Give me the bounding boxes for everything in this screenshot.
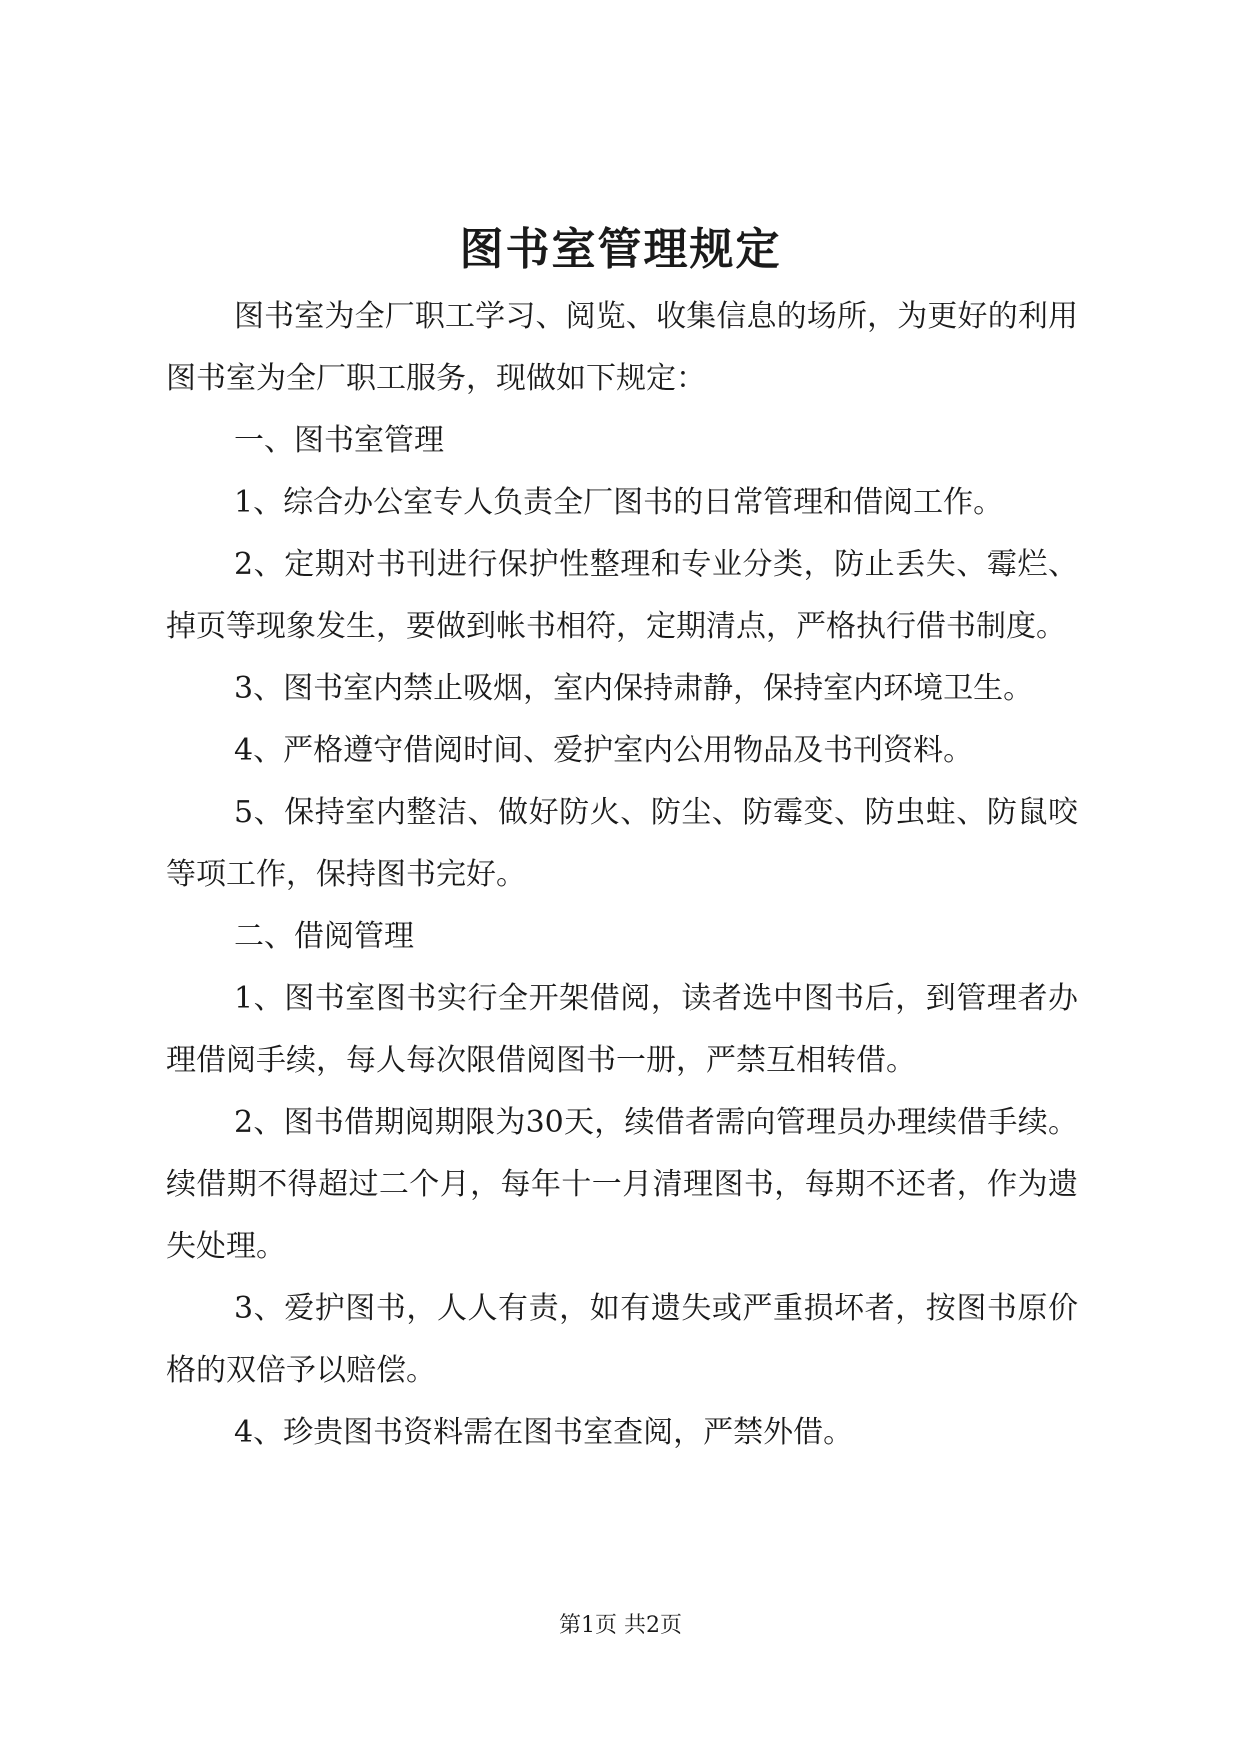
- paragraph-item: 2、定期对书刊进行保护性整理和专业分类，防止丢失、霉烂、掉页等现象发生，要做到帐书相符，定期清点，严格执行借书制度。: [166, 547, 1078, 644]
- paragraph-item: 2、图书借期阅期限为30天，续借者需向管理员办理续借手续。续借期不得超过二个月，每年十一月清理图书，每期不还者，作为遗失处理。: [166, 1105, 1078, 1264]
- paragraph-item: 4、珍贵图书资料需在图书室查阅，严禁外借。: [234, 1415, 854, 1450]
- paragraph-item: 3、图书室内禁止吸烟，室内保持肃静，保持室内环境卫生。: [234, 671, 1034, 706]
- paragraph-item: 1、综合办公室专人负责全厂图书的日常管理和借阅工作。: [234, 485, 1004, 520]
- paragraph-item: 5、保持室内整洁、做好防火、防尘、防霉变、防虫蛀、防鼠咬等项工作，保持图书完好。: [166, 795, 1078, 892]
- section-heading-library-management: 一、图书室管理: [234, 423, 444, 458]
- paragraph-item: 3、爱护图书，人人有责，如有遗失或严重损坏者，按图书原价格的双倍予以赔偿。: [166, 1291, 1078, 1388]
- page-title: 图书室管理规定: [459, 224, 782, 275]
- paragraph-intro: 图书室为全厂职工学习、阅览、收集信息的场所，为更好的利用图书室为全厂职工服务，现做如下规定：: [166, 299, 1078, 396]
- section-heading-borrowing-management: 二、借阅管理: [234, 919, 414, 954]
- paragraph-item: 4、严格遵守借阅时间、爱护室内公用物品及书刊资料。: [234, 733, 974, 768]
- document-body: [166, 286, 1078, 1464]
- page-number-footer: 第1页 共2页: [559, 1613, 682, 1638]
- paragraph-item: 1、图书室图书实行全开架借阅，读者选中图书后，到管理者办理借阅手续，每人每次限借阅图书一册，严禁互相转借。: [166, 981, 1078, 1078]
